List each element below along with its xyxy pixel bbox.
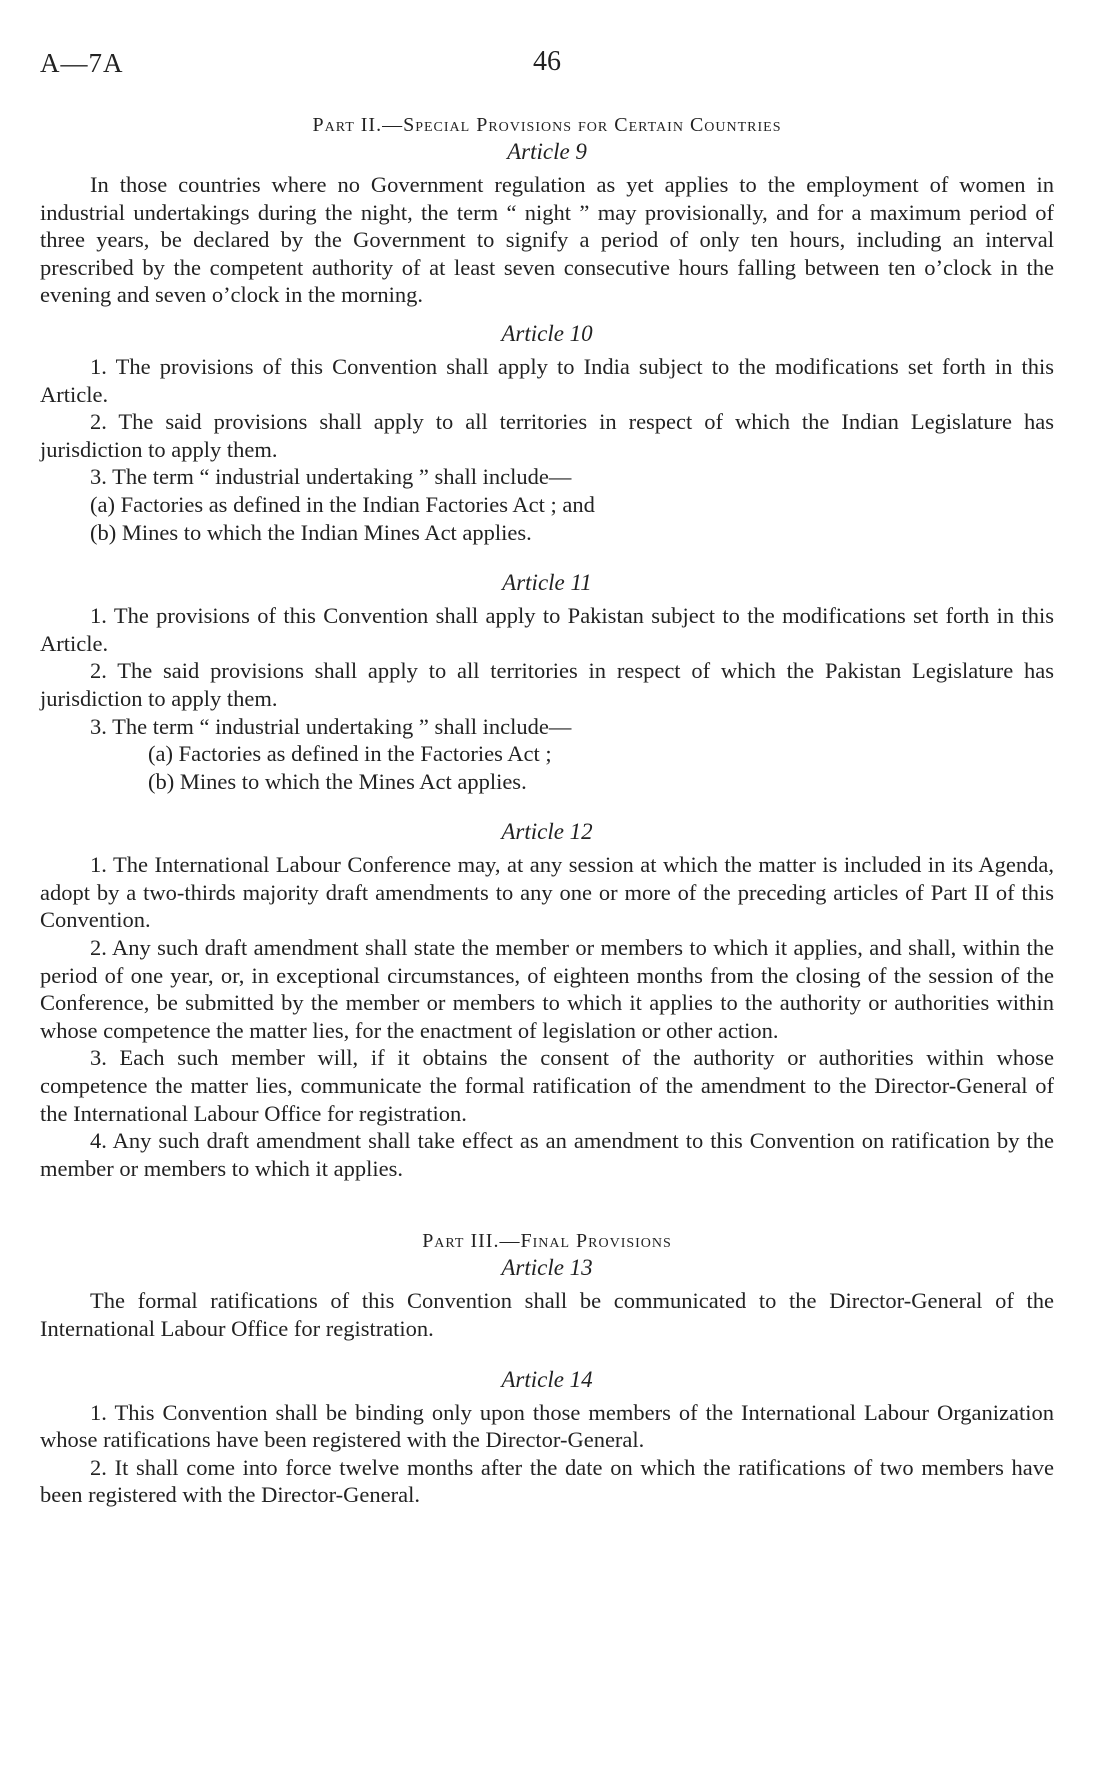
part-heading: Part III.—Final Provisions xyxy=(422,1230,672,1253)
paragraph: The formal ratifications of this Convention shall be communicated to the Director-General of the International Labour Office for registration. xyxy=(40,1288,1054,1341)
article-heading: Article 11 xyxy=(502,570,592,596)
article-heading: Article 12 xyxy=(501,819,593,845)
running-head xyxy=(40,44,1054,88)
list-item: (b) Mines to which the Indian Mines Act applies. xyxy=(90,519,532,545)
paragraph: 4. Any such draft amendment shall take effect as an amendment to this Convention on ratification by the member or members to which it applies. xyxy=(40,1128,1054,1181)
paragraph: 2. The said provisions shall apply to all territories in respect of which the Pakistan Legislature has jurisdiction to apply them. xyxy=(40,658,1054,711)
list-item: (a) Factories as defined in the Indian Factories Act ; and xyxy=(90,491,595,517)
paragraph: 2. It shall come into force twelve months after the date on which the ratifications of two members have been registered with the Director-General. xyxy=(40,1454,1054,1508)
paragraph: 3. Each such member will, if it obtains the consent of the authority or authorities within whose competence the matter lies, communicate the formal ratification of the amendment to the Director-General of the International Labour Office for registration. xyxy=(40,1045,1054,1126)
list-item: (b) Mines to which the Mines Act applies. xyxy=(148,768,527,794)
article-heading: Article 14 xyxy=(501,1366,593,1392)
paragraph: In those countries where no Government regulation as yet applies to the employment of women in industrial undertakings during the night, the term “ night ” may provisionally, and for a maximum period of three years, be declared by the Government to signify a period of only ten hours, including an interval prescribed by the competent authority of at least seven consecutive hours falling between ten o’clock in the evening and seven o’clock in the morning. xyxy=(40,172,1054,308)
list-item: (a) Factories as defined in the Factories Act ; xyxy=(148,741,552,767)
paragraph: 1. This Convention shall be binding only upon those members of the International Labour Organization whose ratifications have been registered with the Director-General. xyxy=(40,1399,1054,1453)
part-heading: Part II.—Special Provisions for Certain Countries xyxy=(312,114,782,136)
document-reference: A—7A xyxy=(40,48,124,78)
paragraph: 3. The term “ industrial undertaking ” shall include— xyxy=(90,464,572,490)
paragraph: 3. The term “ industrial undertaking ” shall include— xyxy=(90,713,572,739)
document-page xyxy=(40,44,1054,1509)
article-heading: Article 9 xyxy=(507,139,587,164)
paragraph: 2. The said provisions shall apply to all territories in respect of which the Indian Legislature has jurisdiction to apply them. xyxy=(40,409,1054,462)
paragraph: 1. The provisions of this Convention shall apply to Pakistan subject to the modifications set forth in this Article. xyxy=(40,603,1054,656)
page-number: 46 xyxy=(533,46,561,77)
paragraph: 1. The provisions of this Convention shall apply to India subject to the modifications set forth in this Article. xyxy=(40,353,1054,407)
paragraph: 1. The International Labour Conference may, at any session at which the matter is included in its Agenda, adopt by a two-thirds majority draft amendments to any one or more of the preceding articles of Part II of this Convention. xyxy=(40,852,1054,933)
article-heading: Article 10 xyxy=(501,320,593,346)
article-heading: Article 13 xyxy=(501,1255,593,1281)
paragraph: 2. Any such draft amendment shall state the member or members to which it applies, and shall, within the period of one year, or, in exceptional circumstances, of eighteen months from the closing of the session of the Conference, be submitted by the member or members to which it applies to the authority or authorities within whose competence the matter lies, for the enactment of legislation or other action. xyxy=(40,935,1054,1043)
